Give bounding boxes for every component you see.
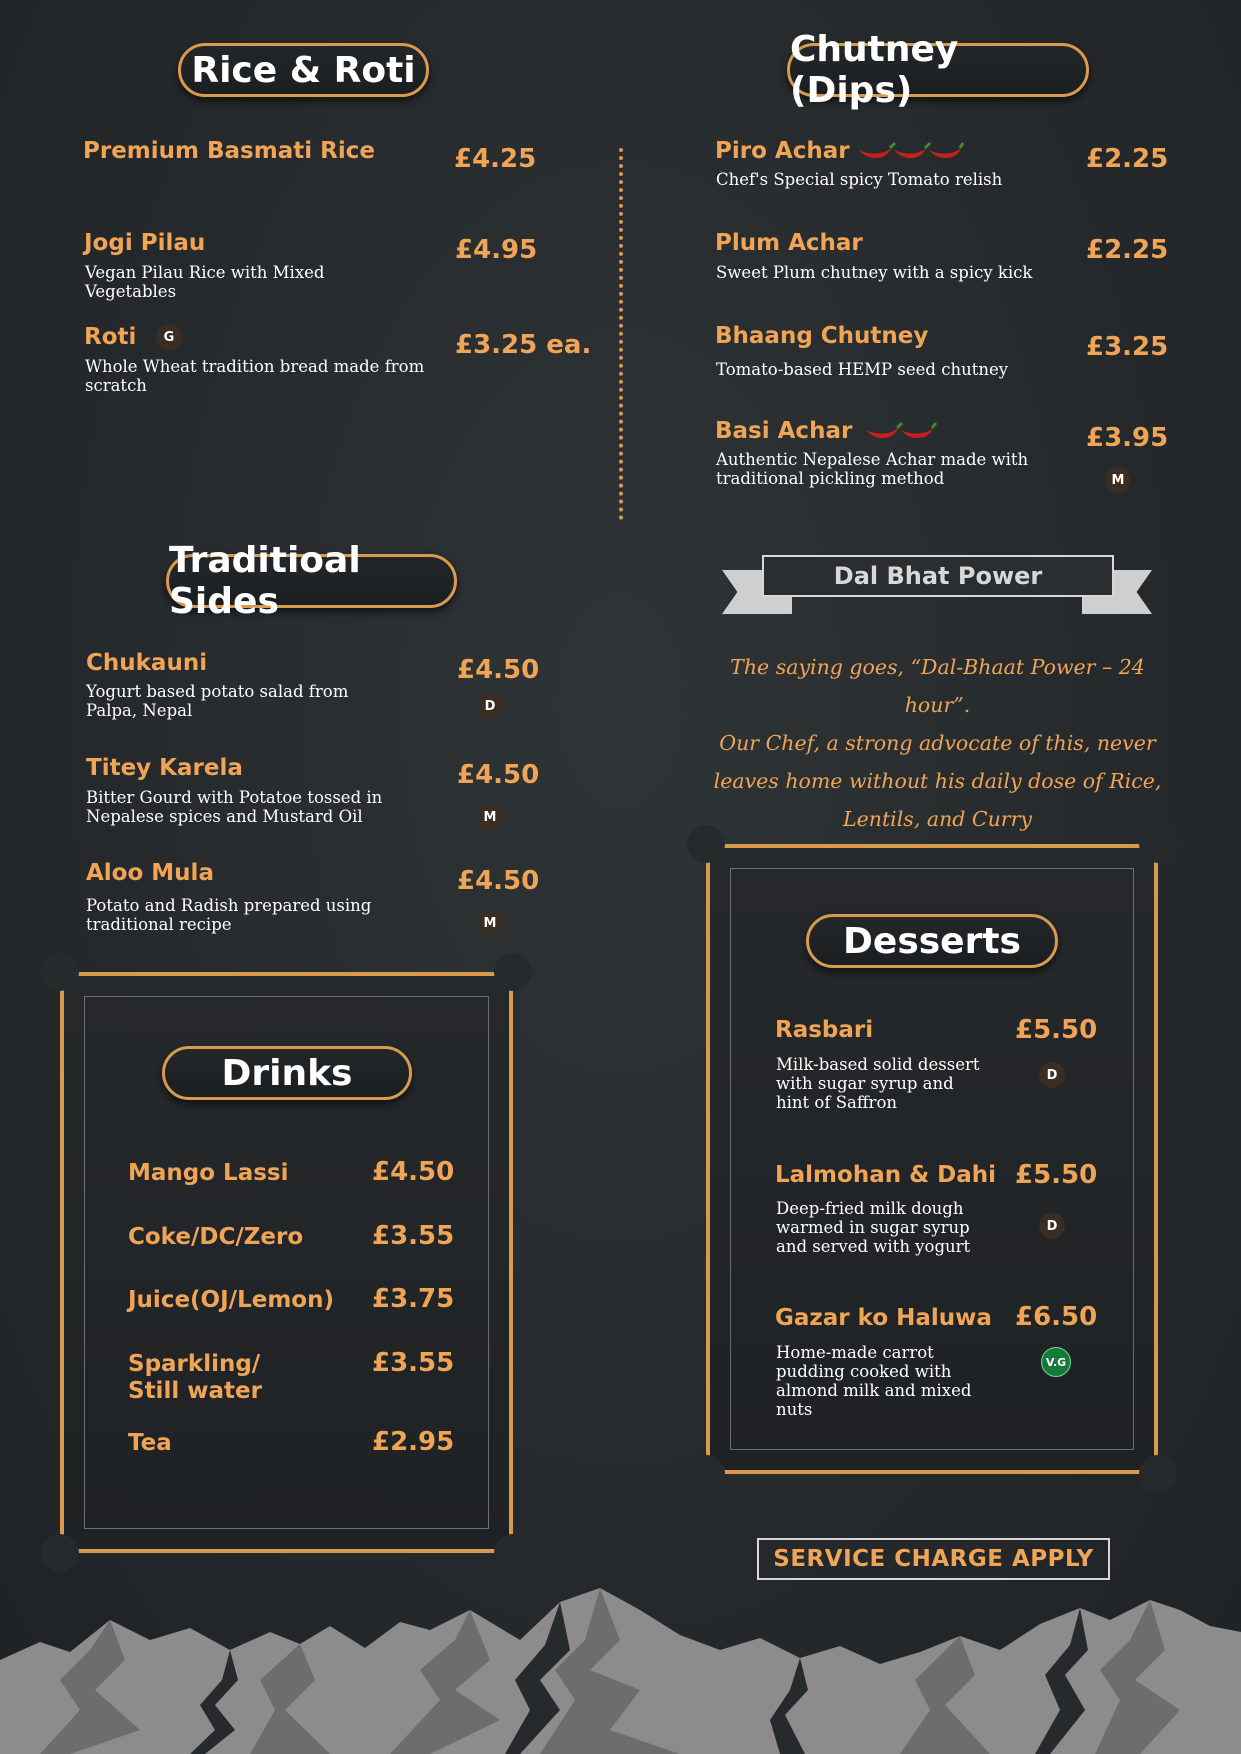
item-description: Deep-fried milk dough warmed in sugar syrup and served with yogurt bbox=[776, 1199, 971, 1256]
vegan-badge: V.G bbox=[1041, 1347, 1071, 1377]
item-description: Yogurt based potato salad from Palpa, Nepal bbox=[86, 682, 349, 720]
item-name: Roti bbox=[84, 324, 137, 350]
rice-roti-heading: Rice & Roti bbox=[178, 43, 429, 97]
drink-price: £3.55 bbox=[372, 1348, 455, 1378]
chili-pepper-icon bbox=[864, 420, 938, 446]
dairy-badge: D bbox=[1039, 1062, 1065, 1088]
dal-bhat-saying: The saying goes, “Dal-Bhaat Power – 24 hour”. Our Chef, a strong advocate of this, never leaves home without his daily dose of Rice, Lentils, and Curry bbox=[713, 655, 1162, 831]
drink-price: £3.55 bbox=[372, 1221, 455, 1251]
item-price: £4.50 bbox=[457, 866, 540, 896]
chutney-heading: Chutney (Dips) bbox=[787, 43, 1089, 97]
item-name: Gazar ko Haluwa bbox=[775, 1305, 992, 1331]
mustard-badge: M bbox=[477, 804, 503, 830]
item-description: Potato and Radish prepared using traditional recipe bbox=[86, 896, 372, 934]
item-price: £3.95 bbox=[1086, 423, 1169, 453]
item-price: £5.50 bbox=[1015, 1015, 1098, 1045]
item-price: £2.25 bbox=[1086, 144, 1169, 174]
item-description: Home-made carrot pudding cooked with almond milk and mixed nuts bbox=[776, 1343, 972, 1419]
item-price: £4.50 bbox=[457, 760, 540, 790]
item-name: Lalmohan & Dahi bbox=[775, 1162, 997, 1188]
item-name: Titey Karela bbox=[86, 755, 243, 781]
item-name: Aloo Mula bbox=[86, 860, 214, 886]
item-description: Chef's Special spicy Tomato relish bbox=[716, 170, 1003, 189]
drinks-heading: Drinks bbox=[162, 1046, 412, 1100]
desserts-heading: Desserts bbox=[806, 914, 1058, 968]
gluten-badge: G bbox=[156, 324, 182, 350]
drink-price: £2.95 bbox=[372, 1427, 455, 1457]
item-description: Authentic Nepalese Achar made with traditional pickling method bbox=[716, 450, 1029, 488]
mustard-badge: M bbox=[477, 910, 503, 936]
chili-pepper-icon bbox=[857, 140, 965, 166]
item-price: £4.25 bbox=[454, 144, 537, 174]
item-description: Whole Wheat tradition bread made from scratch bbox=[85, 357, 425, 395]
column-divider bbox=[619, 148, 623, 520]
item-name: Bhaang Chutney bbox=[715, 323, 929, 349]
dairy-badge: D bbox=[1039, 1213, 1065, 1239]
item-name: Piro Achar bbox=[715, 138, 850, 164]
item-name: Premium Basmati Rice bbox=[83, 138, 375, 164]
mountain-range-illustration bbox=[0, 1580, 1241, 1754]
item-price: £4.95 bbox=[455, 235, 538, 265]
drink-name: Tea bbox=[128, 1430, 172, 1456]
item-price: £4.50 bbox=[457, 655, 540, 685]
drink-name: Still water bbox=[128, 1378, 262, 1404]
drink-price: £4.50 bbox=[372, 1157, 455, 1187]
item-name: Rasbari bbox=[775, 1017, 874, 1043]
item-price: £5.50 bbox=[1015, 1160, 1098, 1190]
dairy-badge: D bbox=[477, 693, 503, 719]
item-description: Milk-based solid dessert with sugar syrup and hint of Saffron bbox=[776, 1055, 980, 1112]
drink-name: Mango Lassi bbox=[128, 1160, 289, 1186]
item-price: £3.25 bbox=[1086, 332, 1169, 362]
item-price: £3.25 ea. bbox=[455, 330, 592, 360]
traditional-sides-heading: Traditioal Sides bbox=[166, 554, 457, 608]
drink-price: £3.75 bbox=[372, 1284, 455, 1314]
dal-bhat-banner: Dal Bhat Power bbox=[762, 555, 1114, 597]
item-price: £6.50 bbox=[1015, 1302, 1098, 1332]
item-price: £2.25 bbox=[1086, 235, 1169, 265]
item-description: Bitter Gourd with Potatoe tossed in Nepalese spices and Mustard Oil bbox=[86, 788, 383, 826]
drink-name: Coke/DC/Zero bbox=[128, 1224, 304, 1250]
item-name: Jogi Pilau bbox=[84, 230, 206, 256]
mustard-badge: M bbox=[1105, 467, 1131, 493]
item-description: Tomato-based HEMP seed chutney bbox=[716, 360, 1009, 379]
item-name: Plum Achar bbox=[715, 230, 863, 256]
item-name: Basi Achar bbox=[715, 418, 853, 444]
item-description: Vegan Pilau Rice with Mixed Vegetables bbox=[85, 263, 325, 301]
drink-name: Juice(OJ/Lemon) bbox=[128, 1287, 334, 1313]
item-name: Chukauni bbox=[86, 650, 208, 676]
drink-name: Sparkling/ bbox=[128, 1351, 261, 1377]
service-charge-notice: SERVICE CHARGE APPLY bbox=[757, 1538, 1110, 1580]
item-description: Sweet Plum chutney with a spicy kick bbox=[716, 263, 1033, 282]
